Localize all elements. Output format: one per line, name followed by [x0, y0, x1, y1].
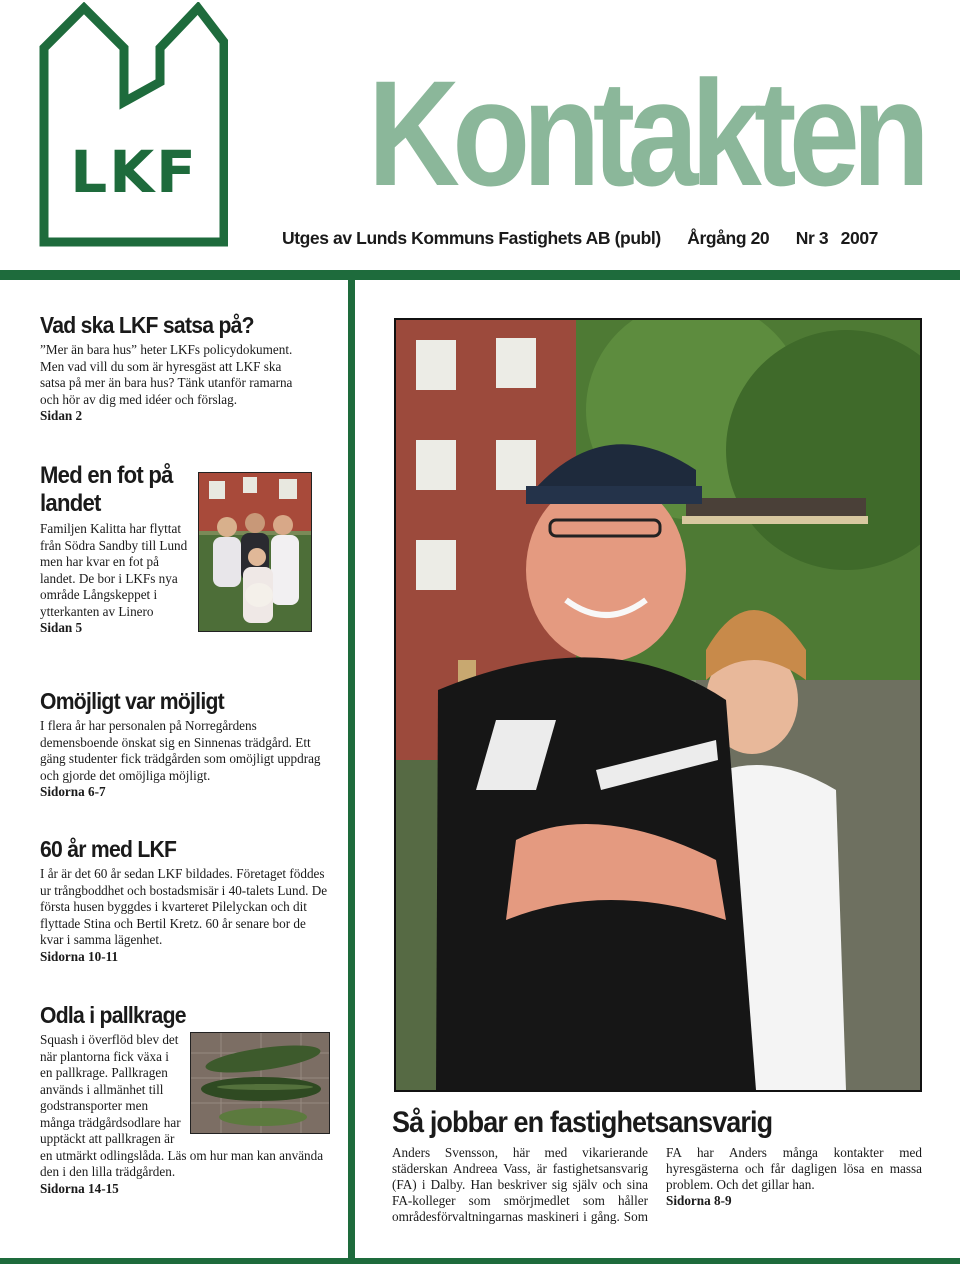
main-photo [394, 318, 922, 1092]
publisher: Utges av Lunds Kommuns Fastighets AB (publ) [281, 228, 661, 248]
house-logo-icon [38, 2, 228, 248]
article-1 [40, 312, 330, 425]
main-article-heading: Så jobbar en fastighetsansvarig [392, 1106, 773, 1139]
article-body: I år är det 60 år sedan LKF bildades. Företaget föddes ur trångboddhet och bostadsmisär i 40-talets Lund. De första husen byggdes i kvarteret Pilelyckan och dit flyttade Stina och Bertil Kretz. 60 år senare bor de kvar i samma lägenhet. [40, 866, 328, 947]
masthead-title: Kontakten [367, 49, 922, 217]
page-reference: Sidan 2 [40, 408, 83, 423]
main-article-text: Anders Svensson, här med vikarierande städerskan Andreea Vass, är fastighetsansvarig (FA) i Dalby. Han beskriver sig själv och sina FA-kolleger som smörjmedlet som håller områdesförvaltningarnas maskineri i gång. Som FA har Anders många kontakter med hyresgästerna och får dagligen lösa en massa problem. Och det gillar han. [392, 1145, 922, 1224]
issue-number: Nr 3 [795, 228, 829, 248]
column-rule [348, 280, 355, 1264]
article-heading: Med en fot på landet [40, 462, 173, 517]
masthead-rule [0, 270, 960, 280]
article-4 [40, 836, 330, 965]
bottom-rule [0, 1258, 960, 1264]
article-heading: Omöjligt var möjligt [40, 688, 224, 714]
lkf-logo [38, 2, 228, 248]
volume: Årgång 20 [687, 228, 770, 248]
page-reference: Sidan 5 [40, 620, 83, 635]
article-body: Familjen Kalitta har flyttat från Södra Sandby till Lund men har kvar en fot på landet. De bor i LKFs nya område Långskeppet i ytterkanten av Linero [40, 521, 188, 619]
page-reference: Sidorna 14-15 [40, 1180, 119, 1196]
masthead-subtitle [282, 228, 878, 249]
cover-photo-illustration [396, 320, 920, 1090]
article-3 [40, 688, 330, 801]
article-2 [40, 462, 330, 637]
article-5 [40, 1002, 330, 1197]
year: 2007 [840, 228, 878, 248]
page-reference: Sidorna 10-11 [40, 948, 119, 964]
squash-photo [190, 1032, 330, 1134]
article-heading: Odla i pallkrage [40, 1002, 186, 1028]
main-article-body [392, 1145, 922, 1225]
logo-text: LKF [70, 138, 198, 206]
page-reference: Sidorna 8-9 [666, 1193, 732, 1208]
article-body: Squash i överflöd blev det när plantorna fick växa i en pallkrage. Pallkragen används i allmänhet till godstransporter men många trädgårdsodlare har upptäckt att pallkragen är en utmärkt odlingslåda. Läs om hur man kan använda den i den lilla trädgården. [40, 1032, 324, 1179]
article-body: I flera år har personalen på Norregårdens demensboende önskat sig en Sinnenas trädgård. Ett gäng studenter fick trädgården som omöjligt uppdrag och gjorde det omöjliga möjligt. [40, 718, 321, 783]
article-heading: Vad ska LKF satsa på? [40, 312, 254, 338]
page-reference: Sidorna 6-7 [40, 784, 106, 799]
article-body: ”Mer än bara hus” heter LKFs policydokument. Men vad vill du som är hyresgäst att LKF ska satsa på mer än bara hus? Tänk utanför ramarna och hör av dig med idéer och förslag. [40, 342, 293, 407]
article-heading: 60 år med LKF [40, 836, 177, 862]
